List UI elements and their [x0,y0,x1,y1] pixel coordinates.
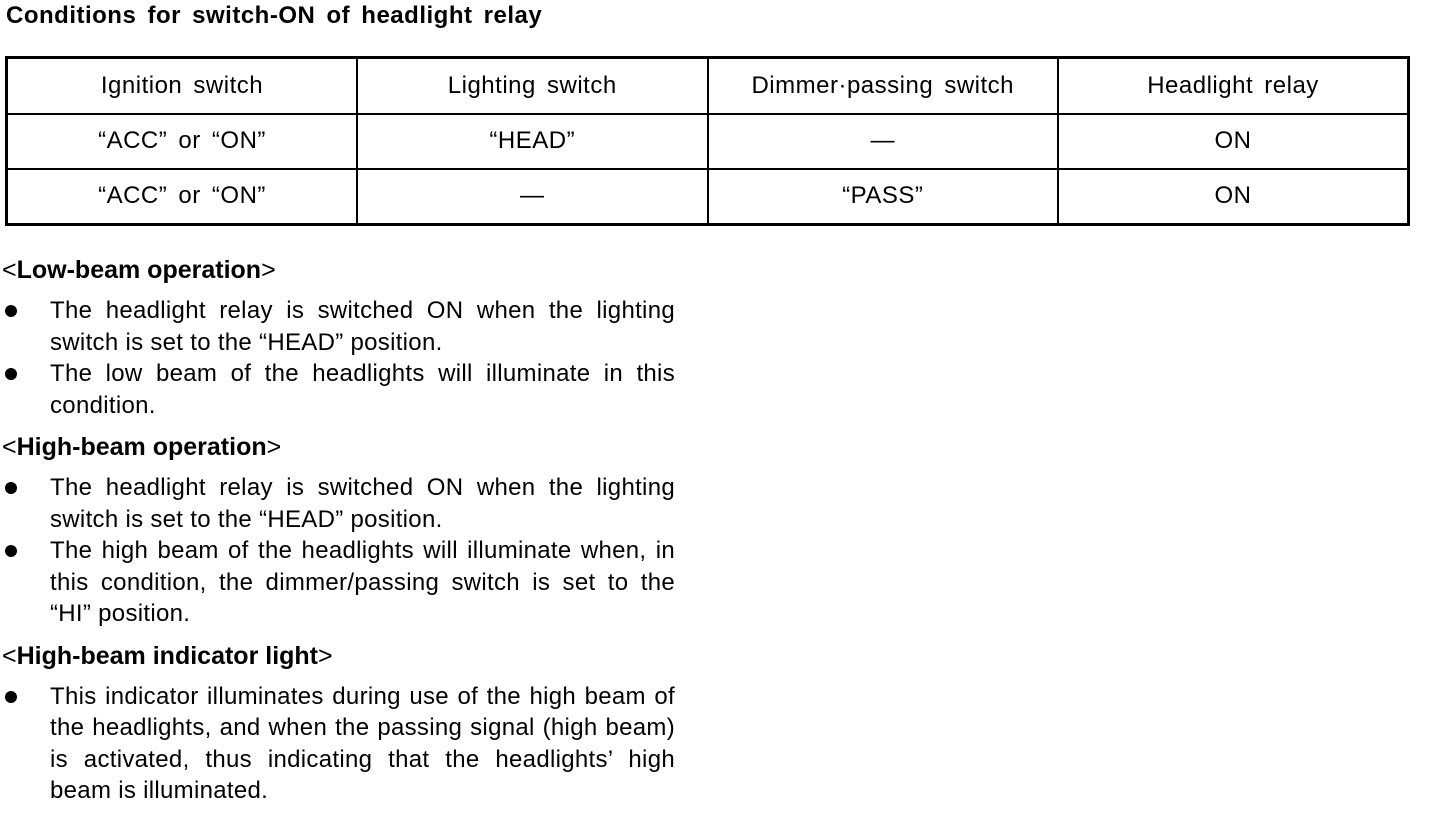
section-heading-low-beam: <Low-beam operation> [2,256,276,284]
bullet-icon [5,482,17,494]
section-heading-text: High-beam operation [16,433,267,461]
list-item [0,681,675,807]
table-cell: ON [1058,114,1409,169]
section-heading-text: High-beam indicator light [16,641,319,670]
bullet-icon [5,305,17,317]
col-header-ignition-switch: Ignition switch [7,58,358,115]
bullet-text: The high beam of the headlights will illuminate when, in this condition, the dimmer/passing switch is set to the “HI” position. [50,537,675,627]
table-cell: — [708,114,1059,169]
table-cell: — [357,169,708,225]
list-item [0,472,675,535]
bullet-text: This indicator illuminates during use of the high beam of the headlights, and when the passing signal (high beam) is activated, thus indicating that the headlights’ high beam is illuminated. [50,682,675,804]
bullet-icon [5,545,17,557]
table-cell: “PASS” [708,169,1059,225]
bullet-text: The low beam of the headlights will illuminate in this condition. [50,360,675,419]
conditions-table [5,56,1410,226]
table-row [7,169,1409,225]
bullet-list [0,295,690,421]
col-header-lighting-switch: Lighting switch [357,58,708,115]
section-heading-text: Low-beam operation [16,256,262,284]
bullet-list [0,472,690,630]
table-cell: “HEAD” [357,114,708,169]
col-header-dimmer-passing-switch: Dimmer·passing switch [708,58,1059,115]
bullet-icon [5,691,17,703]
document-title: Conditions for switch-ON of headlight relay [6,2,543,29]
col-header-headlight-relay: Headlight relay [1058,58,1409,115]
list-item [0,535,675,630]
operation-sections [0,252,690,819]
section-heading-high-beam-indicator: <High-beam indicator light> [2,641,333,670]
section-heading-high-beam: <High-beam operation> [2,433,282,461]
table-row [7,114,1409,169]
bullet-text: The headlight relay is switched ON when the lighting switch is set to the “HEAD” position. [50,297,675,356]
table-cell: ON [1058,169,1409,225]
table-header-row [7,58,1409,115]
list-item [0,358,675,421]
list-item [0,295,675,358]
bullet-list [0,681,690,807]
table-cell: “ACC” or “ON” [7,114,358,169]
bullet-icon [5,368,17,380]
bullet-text: The headlight relay is switched ON when the lighting switch is set to the “HEAD” position. [50,474,675,533]
table-cell: “ACC” or “ON” [7,169,358,225]
